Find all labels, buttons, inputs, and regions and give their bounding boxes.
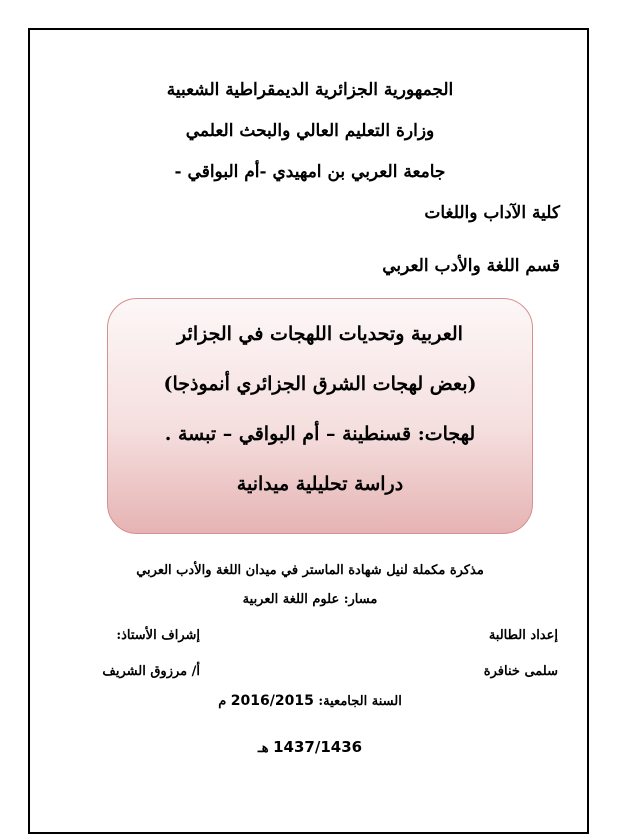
faculty-name: كلية الآداب واللغات <box>424 203 560 223</box>
thesis-title-line-3: لهجات: قسنطينة – أم البواقي – تبسة . <box>164 423 476 445</box>
supervisor-name: أ/ مرزوق الشريف <box>102 664 200 679</box>
memo-purpose: مذكرة مكملة لنيل شهادة الماستر في ميدان اللغة والأدب العربي <box>136 563 484 578</box>
study-track: مسار: علوم اللغة العربية <box>242 592 378 607</box>
department-name: قسم اللغة والأدب العربي <box>382 256 560 276</box>
university-heading: جامعة العربي بن امهيدي -أم البواقي - <box>174 162 446 182</box>
republic-heading: الجمهورية الجزائرية الديمقراطية الشعبية <box>166 80 454 100</box>
academic-year-suffix: م <box>218 694 227 709</box>
academic-year <box>0 693 620 709</box>
hijri-year <box>0 738 620 756</box>
thesis-title-line-1: العربية وتحديات اللهجات في الجزائر <box>177 323 463 345</box>
supervisor-label: إشراف الأستاذ: <box>116 628 200 643</box>
student-name: سلمى خنافرة <box>483 664 558 679</box>
ministry-heading: وزارة التعليم العالي والبحث العلمي <box>185 121 435 141</box>
hijri-year-value: 1437/1436 <box>273 738 363 756</box>
thesis-title-line-4: دراسة تحليلية ميدانية <box>236 473 404 495</box>
hijri-year-suffix: هـ <box>257 741 269 756</box>
thesis-title-box <box>107 298 533 534</box>
thesis-title-line-2: (بعض لهجات الشرق الجزائري أنموذجا) <box>163 373 477 395</box>
academic-year-label: السنة الجامعية: <box>318 694 402 709</box>
academic-year-value: 2016/2015 <box>230 693 314 709</box>
student-label: إعداد الطالبة <box>488 628 558 643</box>
